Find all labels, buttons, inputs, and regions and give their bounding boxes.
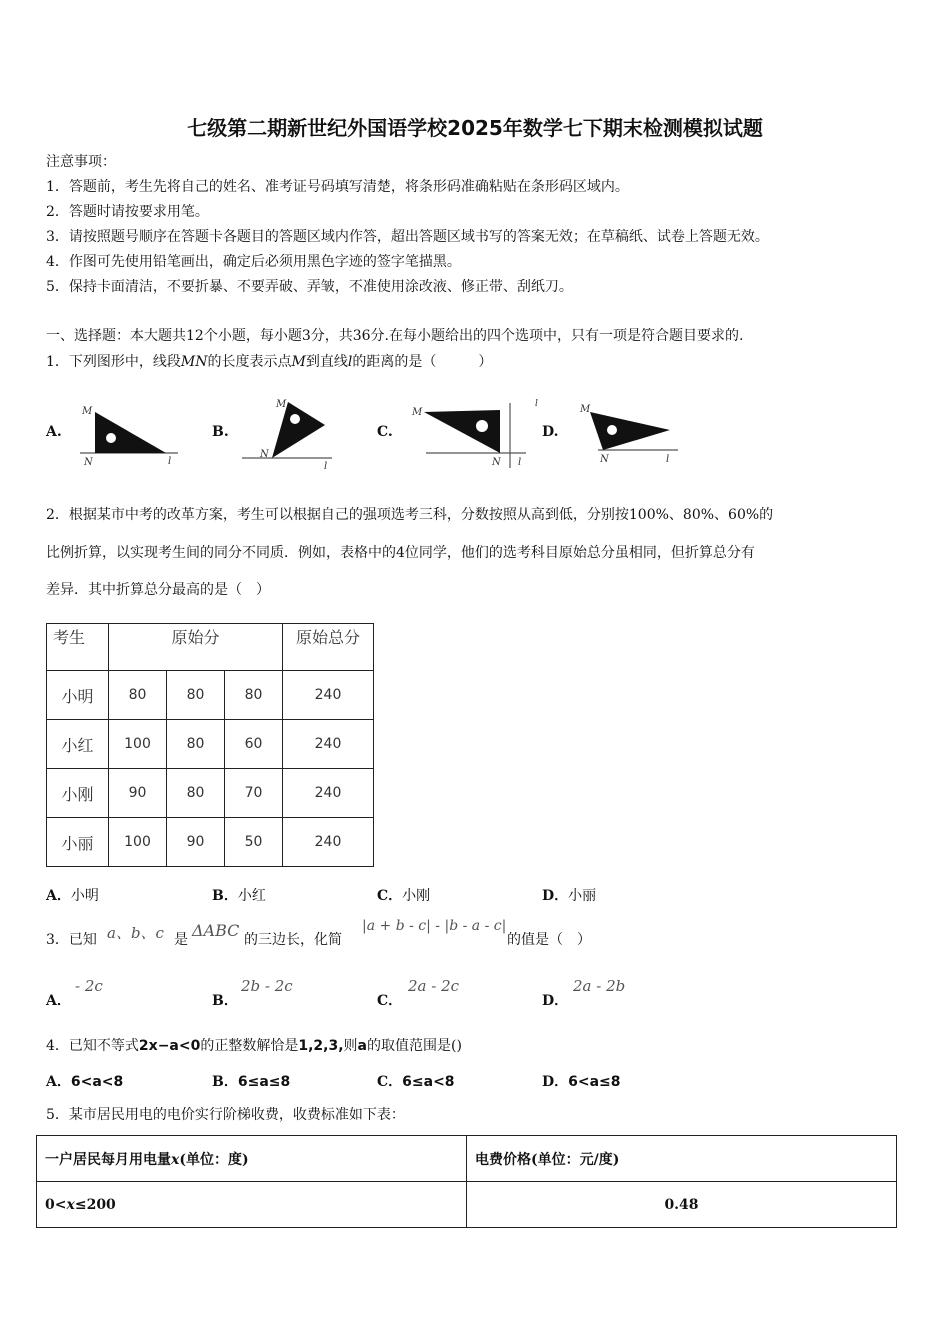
q3-option-d-label: D．	[542, 993, 569, 1009]
table-cell: 80	[109, 671, 167, 720]
svg-text:M: M	[82, 406, 93, 417]
table-cell: 小红	[47, 720, 109, 769]
notice-heading: 注意事项：	[46, 154, 116, 170]
question-5: 5．某市居民用电的电价实行阶梯收费，收费标准如下表：	[46, 1107, 405, 1123]
q1-figure-c	[410, 398, 530, 470]
header-cell: 一户居民每月用电量x(单位：度)	[37, 1136, 467, 1182]
question-2-line: 差异．其中折算总分最高的是（ ）	[46, 582, 270, 598]
q3-option-b-label: B．	[212, 993, 238, 1009]
table-row	[47, 818, 374, 867]
header-cell: 电费价格(单位：元/度)	[467, 1136, 897, 1182]
q4-option-a: A．6<a<8	[46, 1074, 124, 1090]
table-cell: 70	[225, 769, 283, 818]
table-cell: 80	[167, 720, 225, 769]
notice-item: 1．答题前，考生先将自己的姓名、准考证号码填写清楚，将条形码准确粘贴在条形码区域内。	[46, 179, 629, 195]
table-cell: 240	[283, 720, 374, 769]
q3-option-d-value: 2a - 2b	[573, 977, 626, 995]
table-cell: 小明	[47, 671, 109, 720]
q2-option-b: B．小红	[212, 888, 266, 904]
q1-figure-b	[240, 395, 340, 473]
q1-point: M	[291, 354, 306, 370]
table-cell: 240	[283, 671, 374, 720]
table-cell: 50	[225, 818, 283, 867]
q1-option-a: A.	[46, 424, 62, 440]
q1-text: 的距离的是（ ）	[352, 354, 493, 370]
notice-item: 4．作图可先使用铅笔画出，确定后必须用黑色字迹的签字笔描黑。	[46, 254, 461, 270]
notice-item: 3．请按照题号顺序在答题卡各题目的答题区域内作答，超出答题区域书写的答案无效；在草稿纸、试卷上答题无效。	[46, 229, 769, 245]
table-cell: 240	[283, 769, 374, 818]
q3-expression: |a + b - c| - |b - a - c|	[362, 918, 507, 934]
q3-pre: 3．已知	[46, 932, 97, 948]
question-2-line: 比例折算，以实现考生间的同分不同质．例如，表格中的4位同学，他们的选考科目原始总分虽相同，但折算总分有	[46, 545, 755, 561]
q1-figure-c-line-label: l	[535, 399, 538, 409]
q1-figure-a	[78, 400, 183, 470]
svg-text:N: N	[492, 457, 501, 468]
table-cell: 0<x≤200	[37, 1182, 467, 1228]
q4-option-b: B．6≤a≤8	[212, 1074, 291, 1090]
q3-vars: a、b、c	[107, 924, 164, 942]
header-cell: 原始分	[109, 624, 283, 671]
q3-is: 是	[174, 932, 188, 948]
table-cell: 90	[167, 818, 225, 867]
page-title: 七级第二期新世纪外国语学校2025年数学七下期末检测模拟试题	[187, 116, 763, 140]
q2-option-a: A．小明	[46, 888, 99, 904]
table-cell: 小丽	[47, 818, 109, 867]
notice-item: 5．保持卡面清洁，不要折暴、不要弄破、弄皱，不准使用涂改液、修正带、刮纸刀。	[46, 279, 573, 295]
price-table	[36, 1135, 897, 1228]
svg-text:N: N	[260, 449, 269, 460]
q3-option-a-label: A．	[46, 993, 71, 1009]
notice-item: 2．答题时请按要求用笔。	[46, 204, 209, 220]
header-cell: 原始总分	[283, 624, 374, 671]
table-cell: 240	[283, 818, 374, 867]
q1-segment: MN	[180, 354, 208, 370]
table-row	[47, 624, 374, 671]
question-4: 4．已知不等式2x−a<0的正整数解恰是1,2,3,则a的取值范围是()	[46, 1038, 462, 1054]
q3-option-c-label: C．	[377, 993, 403, 1009]
table-cell: 80	[167, 769, 225, 818]
q3-option-a-value: - 2c	[75, 977, 103, 995]
table-cell: 100	[109, 818, 167, 867]
table-row	[37, 1136, 897, 1182]
q1-text: 到直线	[305, 354, 348, 370]
q3-option-c-value: 2a - 2c	[408, 977, 460, 995]
q1-line: l	[347, 354, 353, 370]
table-row	[37, 1182, 897, 1228]
q3-mid: 的三边长，化简	[244, 932, 342, 948]
table-row	[47, 671, 374, 720]
q3-post: 的值是（ ）	[507, 932, 591, 948]
q4-option-c: C．6≤a<8	[377, 1074, 455, 1090]
q3-option-b-value: 2b - 2c	[241, 977, 293, 995]
table-cell: 90	[109, 769, 167, 818]
table-cell: 80	[167, 671, 225, 720]
score-table	[46, 623, 374, 867]
svg-text:M: M	[580, 404, 591, 415]
svg-text:N: N	[600, 454, 609, 465]
header-cell: 考生	[47, 624, 109, 671]
svg-text:N: N	[84, 457, 93, 468]
table-cell: 80	[225, 671, 283, 720]
q4-option-d: D．6<a≤8	[542, 1074, 621, 1090]
question-2-line: 2．根据某市中考的改革方案，考生可以根据自己的强项选考三科，分数按照从高到低，分别按100%、80%、60%的	[46, 507, 774, 523]
svg-text:M: M	[412, 407, 423, 418]
q1-option-c: C.	[377, 424, 393, 440]
svg-text:l: l	[518, 457, 522, 468]
table-row	[47, 769, 374, 818]
q2-option-d: D．小丽	[542, 888, 597, 904]
table-cell: 小刚	[47, 769, 109, 818]
q3-triangle: ΔABC	[192, 921, 240, 940]
table-cell: 0.48	[467, 1182, 897, 1228]
svg-text:l: l	[324, 461, 328, 472]
q1-option-d: D.	[542, 424, 559, 440]
svg-text:l: l	[666, 454, 670, 465]
table-cell: 100	[109, 720, 167, 769]
svg-text:l: l	[168, 456, 172, 467]
q1-text: 1．下列图形中，线段	[46, 354, 181, 370]
question-1	[46, 353, 492, 371]
section-heading: 一、选择题：本大题共12个小题，每小题3分，共36分.在每小题给出的四个选项中，只有一项是符合题目要求的.	[46, 328, 744, 344]
svg-text:M: M	[276, 399, 287, 410]
table-cell: 60	[225, 720, 283, 769]
q1-text: 的长度表示点	[207, 354, 292, 370]
q2-option-c: C．小刚	[377, 888, 431, 904]
q1-figure-d	[578, 400, 683, 468]
table-row	[47, 720, 374, 769]
q1-option-b: B.	[212, 424, 229, 440]
